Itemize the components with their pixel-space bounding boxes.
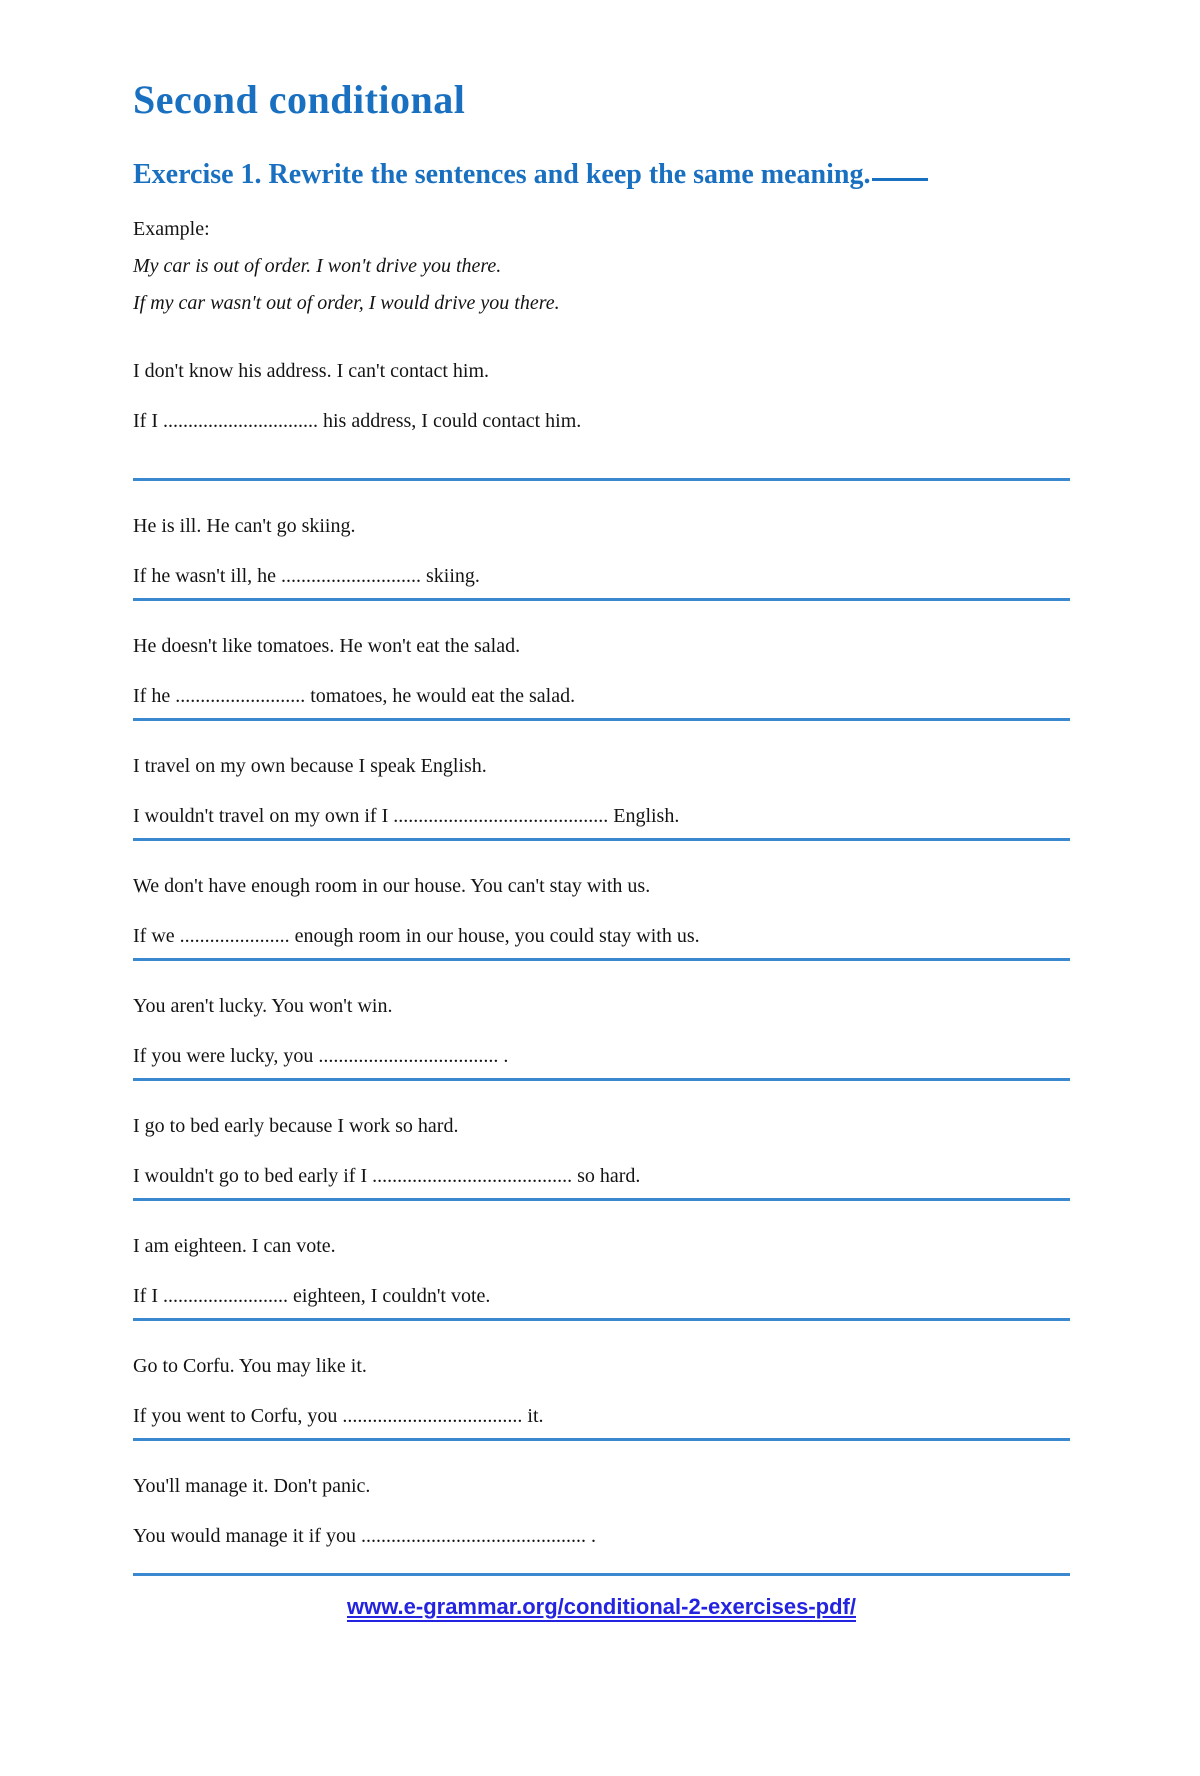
worksheet-page [0,78,1200,1620]
rewrite-sentence: If I ............................... his address, I could contact him. [133,410,582,432]
question-block [133,1355,1070,1441]
rewrite-sentence: I wouldn't travel on my own if I ........................................... English. [133,805,680,827]
question-block [133,875,1070,961]
footer-link[interactable]: www.e-grammar.org/conditional-2-exercises-pdf/ [347,1594,856,1622]
heading-underline [872,178,928,181]
rewrite-sentence: If I ......................... eighteen, I couldn't vote. [133,1285,491,1307]
separator-line [133,1573,1070,1576]
question-block [133,635,1070,721]
exercise-heading-text: Exercise 1. Rewrite the sentences and keep the same meaning. [133,159,871,190]
question-block [133,515,1070,601]
original-sentence: I go to bed early because I work so hard. [133,1115,459,1137]
original-sentence: I travel on my own because I speak English. [133,755,487,777]
question-block [133,1115,1070,1201]
separator-line [133,958,1070,961]
rewrite-sentence: If he wasn't ill, he ............................ skiing. [133,565,480,587]
separator-line [133,1198,1070,1201]
separator-line [133,598,1070,601]
original-sentence: He doesn't like tomatoes. He won't eat the salad. [133,635,521,657]
rewrite-sentence: If he .......................... tomatoes, he would eat the salad. [133,685,576,707]
question-block [133,360,1070,481]
rewrite-sentence: You would manage it if you ............................................. . [133,1525,596,1547]
footer [133,1594,1070,1620]
question-block [133,1235,1070,1321]
separator-line [133,1078,1070,1081]
original-sentence: We don't have enough room in our house. You can't stay with us. [133,875,651,897]
original-sentence: You aren't lucky. You won't win. [133,995,393,1017]
original-sentence: You'll manage it. Don't panic. [133,1475,371,1497]
exercise-heading [133,158,1070,192]
page-title: Second conditional [133,77,466,122]
original-sentence: I don't know his address. I can't contact him. [133,360,490,382]
question-block [133,755,1070,841]
rewrite-sentence: I wouldn't go to bed early if I ........................................ so hard. [133,1165,641,1187]
rewrite-sentence: If you went to Corfu, you .................................... it. [133,1405,544,1427]
separator-line [133,1318,1070,1321]
original-sentence: Go to Corfu. You may like it. [133,1355,367,1377]
rewrite-sentence: If you were lucky, you .................................... . [133,1045,509,1067]
separator-line [133,478,1070,481]
separator-line [133,1438,1070,1441]
example-sentence: If my car wasn't out of order, I would drive you there. [133,292,560,314]
example-label: Example: [133,218,210,240]
example-sentence: My car is out of order. I won't drive you there. [133,255,502,277]
original-sentence: I am eighteen. I can vote. [133,1235,336,1257]
rewrite-sentence: If we ...................... enough room in our house, you could stay with us. [133,925,700,947]
question-block [133,995,1070,1081]
separator-line [133,838,1070,841]
question-block [133,1475,1070,1576]
separator-line [133,718,1070,721]
original-sentence: He is ill. He can't go skiing. [133,515,356,537]
